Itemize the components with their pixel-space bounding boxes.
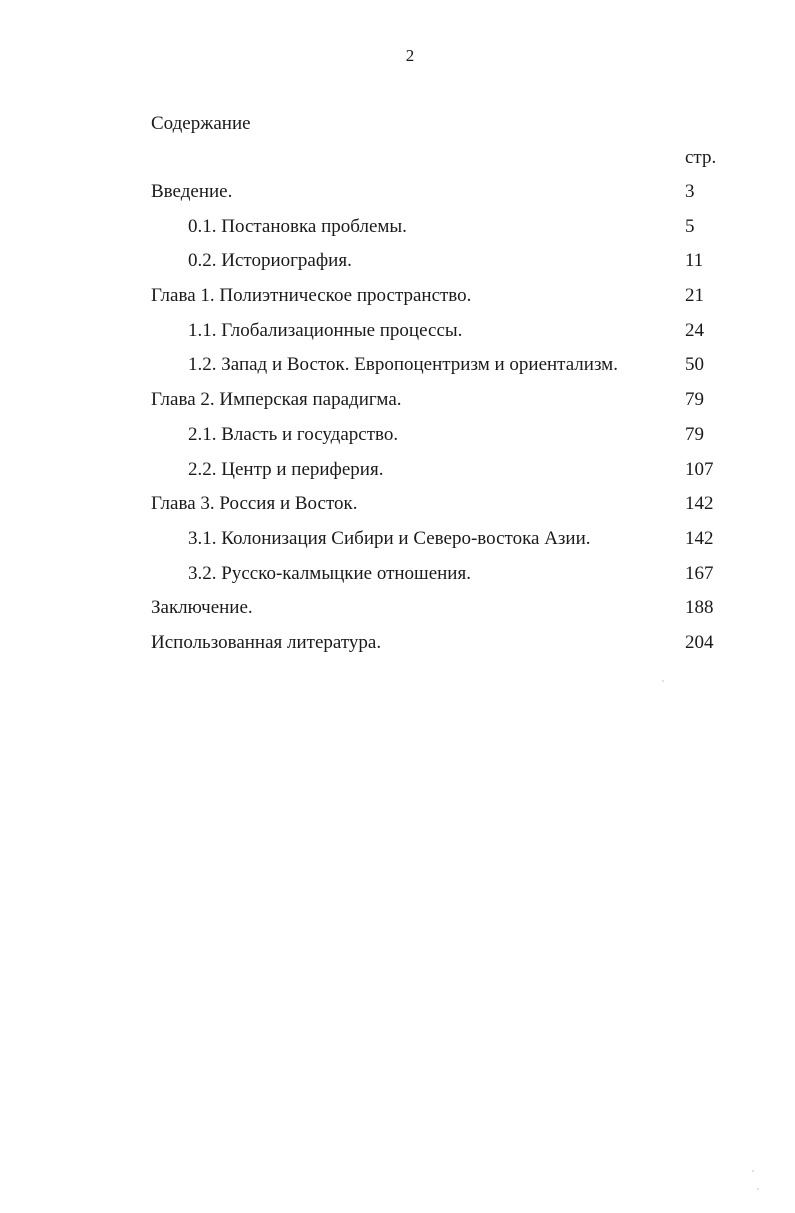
toc-entry-label: Заключение. bbox=[151, 597, 253, 619]
toc-entry-page: 11 bbox=[685, 250, 704, 272]
toc-entry bbox=[0, 597, 795, 632]
toc-entry-page: 204 bbox=[685, 631, 714, 653]
toc-entry bbox=[0, 459, 795, 494]
scan-speck bbox=[757, 1188, 759, 1190]
toc-title: Содержание bbox=[151, 113, 251, 134]
toc-entry bbox=[0, 424, 795, 459]
toc-entry bbox=[0, 320, 795, 355]
toc-entry-page: 79 bbox=[685, 389, 704, 411]
toc-entry-label: Глава 1. Полиэтническое пространство. bbox=[151, 285, 472, 307]
toc-entry-label: Глава 2. Имперская парадигма. bbox=[151, 389, 402, 411]
toc-list bbox=[0, 181, 795, 667]
toc-entry bbox=[0, 354, 795, 389]
toc-entry-page: 79 bbox=[685, 423, 704, 445]
toc-entry bbox=[0, 493, 795, 528]
page-column-header: стр. bbox=[685, 147, 717, 168]
toc-entry-label: 3.1. Колонизация Сибири и Северо-востока Азии. bbox=[188, 527, 591, 549]
toc-entry-page: 24 bbox=[685, 319, 704, 341]
toc-entry-label: Введение. bbox=[151, 181, 233, 202]
toc-entry-label: Использованная литература. bbox=[151, 631, 382, 653]
toc-entry bbox=[0, 285, 795, 320]
toc-entry-page: 142 bbox=[685, 493, 714, 515]
scan-speck bbox=[662, 680, 664, 682]
toc-entry bbox=[0, 181, 795, 216]
toc-entry-page: 5 bbox=[685, 215, 695, 237]
toc-entry-label: 2.2. Центр и периферия. bbox=[188, 458, 384, 480]
toc-entry-page: 142 bbox=[685, 527, 714, 549]
toc-entry-page: 107 bbox=[685, 458, 714, 480]
toc-entry-page: 3 bbox=[685, 181, 695, 202]
toc-entry bbox=[0, 389, 795, 424]
toc-entry bbox=[0, 563, 795, 598]
toc-entry-label: 0.1. Постановка проблемы. bbox=[188, 215, 407, 237]
toc-entry bbox=[0, 632, 795, 667]
toc-entry-label: 3.2. Русско-калмыцкие отношения. bbox=[188, 562, 471, 584]
toc-entry-page: 21 bbox=[685, 285, 704, 307]
page-number: 2 bbox=[405, 46, 415, 65]
toc-entry bbox=[0, 528, 795, 563]
toc-entry-page: 50 bbox=[685, 354, 704, 376]
toc-entry bbox=[0, 250, 795, 285]
toc-entry bbox=[0, 216, 795, 251]
toc-entry-label: Глава 3. Россия и Восток. bbox=[151, 493, 358, 515]
toc-entry-label: 2.1. Власть и государство. bbox=[188, 423, 399, 445]
toc-entry-label: 0.2. Историография. bbox=[188, 250, 352, 272]
toc-entry-label: 1.2. Запад и Восток. Европоцентризм и ориентализм. bbox=[188, 354, 618, 376]
toc-entry-page: 167 bbox=[685, 562, 714, 584]
toc-entry-label: 1.1. Глобализационные процессы. bbox=[188, 319, 463, 341]
scan-speck bbox=[752, 1170, 754, 1172]
toc-entry-page: 188 bbox=[685, 597, 714, 619]
